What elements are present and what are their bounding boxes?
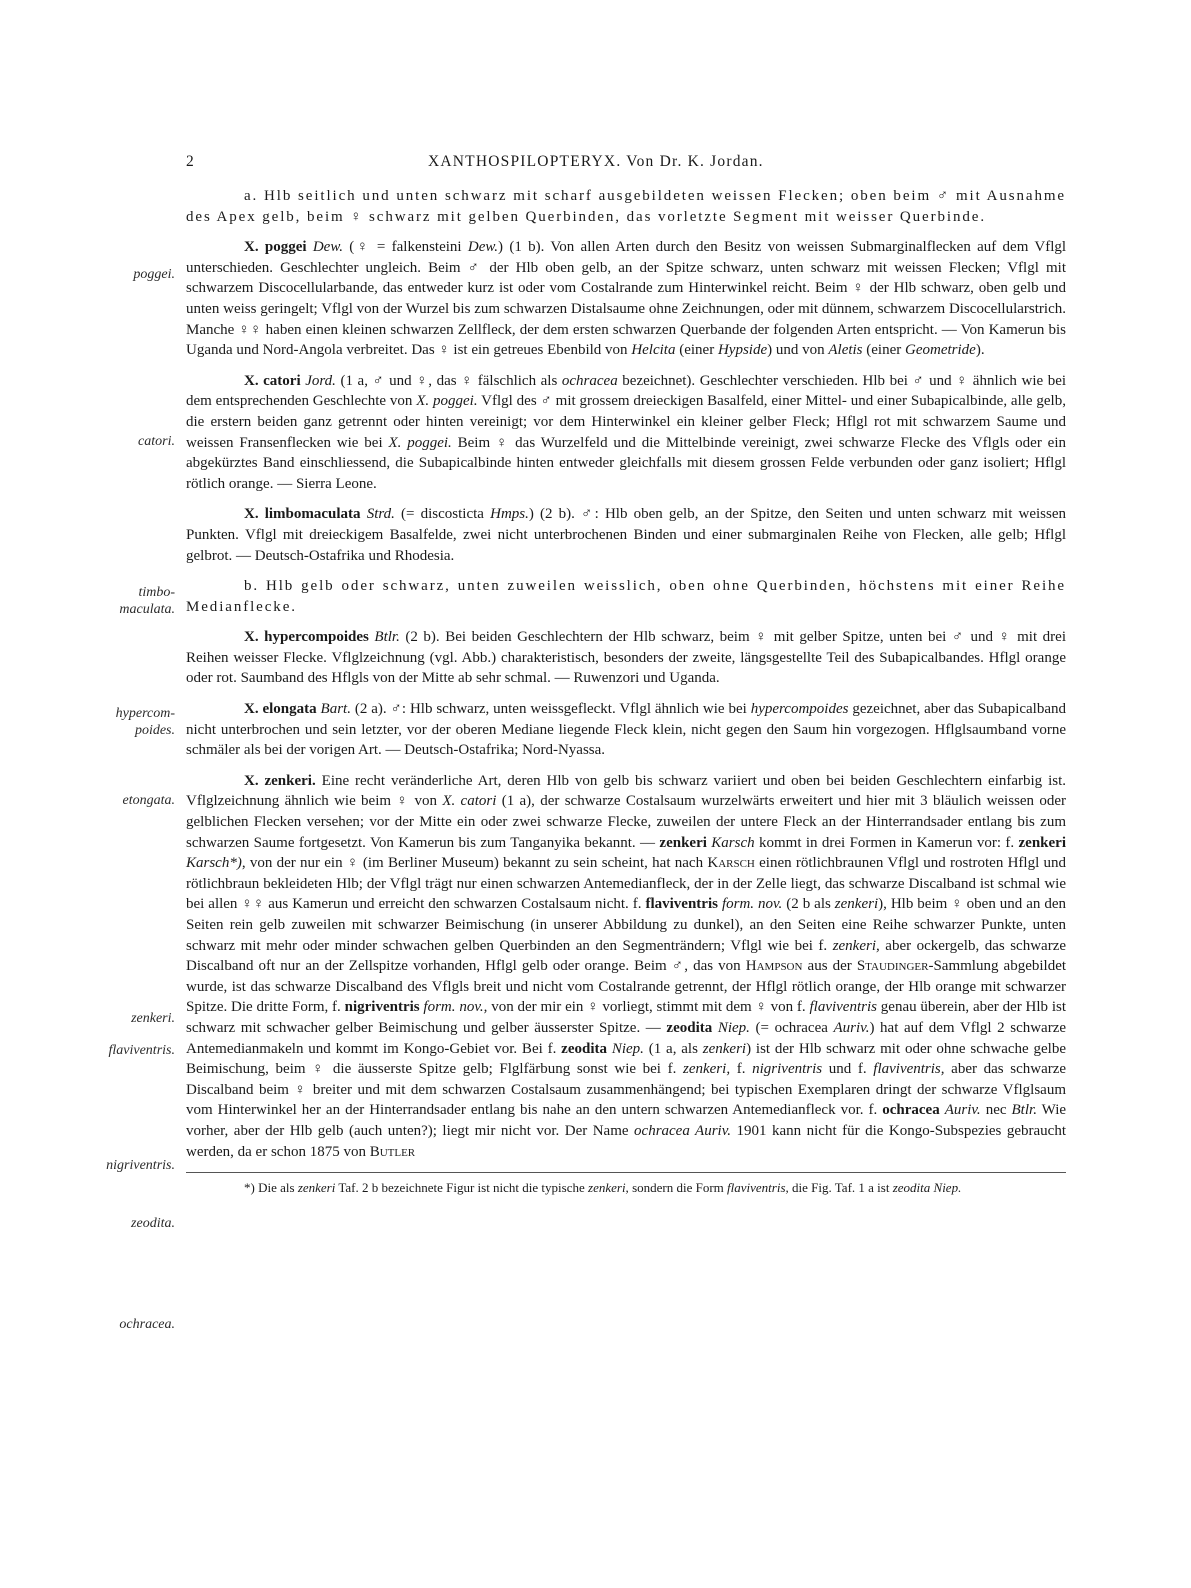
text: Von allen Arten durch den Besitz von weissen Submarginalflecken auf dem Vflgl unterschieden. Geschlechter ungleich. Beim ♂ der Hlb oben gelb, an der Spitze schwarz, unten schwarz mit weissen Flecken; Vflgl mit schwarzem Discocellularbande, das entweder kurz ist oder vom Costalrande zum Hinterwinkel reicht. Beim ♀ der Hlb schwarz, oben gelb und unten weiss geringelt; Vflgl von der Wurzel bis zum schwarzen Distalsaume ohne Zeichnungen, oder mit dünnem, schwarzem Discocellularstrich. Manche ♀♀ haben einen kleinen schwarzen Zellfleck, der dem ersten schwarzen Querbande der folgenden Arten entspricht. — Von Kamerun bis Uganda und Nord-Angola verbreitet. Das ♀ ist ein getreues Ebenbild von [186,239,1067,359]
taxon: flaviventris, [727,1180,789,1196]
margin-label-zeodita: zeodita. [131,1216,175,1231]
author: Dew. [467,239,499,256]
author: Strd. [366,506,395,523]
form-name: zenkeri [659,834,707,851]
species-entry-catori [186,371,1066,495]
species-name: X. poggei [244,239,307,256]
taxon: zeodita Niep. [892,1180,962,1196]
taxon: Hypside [717,342,768,359]
text: -Sammlung abgebildet wurde, ist das schwarze Discalband des Vflgls breit und nicht vom Costalrande getrennt, der Hflgl rötlich orange, der Hlb orange mit schwarzer Spitze. Die dritte Form, f. [186,958,1067,1016]
text: Beim ♀ das Wurzelfeld und die Mittelbinde vereinigt, zwei schwarze Flecke des Vflgls oder ein abgekürztes Band einschliessend, die Subapicalbinde hinten entweder gleichfalls mit diesem grossen Felde verbunden oder ganz isoliert; Hflgl rötlich orange. — Sierra Leone. [186,434,1066,492]
form-name: ochracea [882,1102,940,1119]
text: (2 b als [786,896,831,913]
margin-label-flaviventris: flaviventris. [108,1043,175,1058]
form-name: zeodita [561,1040,607,1057]
margin-label-ochracea: ochracea. [119,1317,175,1332]
text: (2 b). Bei beiden Geschlechtern der Hlb schwarz, beim ♀ mit gelber Spitze, unten bei ♂ und ♀ mit drei Reihen weisser Flecke. Vflglzeichnung (vgl. Abb.) charakteristisch, besonders der zweite, längsgestellte Teil des Subapicalbandes. Hflgl orange oder rot. Saumband des Hflgls von der Mitte ab sehr schmal. — Ruwenzori und Uganda. [186,629,1066,687]
taxon: zenkeri, [832,937,880,954]
taxon: zenkeri [297,1180,336,1196]
text: nec [985,1102,1007,1119]
author-name: Staudinger [856,958,929,975]
text: aus der [807,958,852,975]
taxon: X. catori [442,793,497,810]
author: Auriv. [833,1019,870,1036]
species-entry-limbomaculata [186,504,1066,566]
margin-label-hypercompoides: hypercom- poides. [115,706,175,738]
author: Jord. [305,372,336,389]
taxon: Geometride [905,342,976,359]
main-text [186,186,1066,1197]
species-entry-elongata [186,699,1066,761]
text: (einer [679,342,715,359]
author: Auriv. [944,1102,981,1119]
taxon: zenkeri [702,1040,747,1057]
taxon: ochracea [561,372,618,389]
text: genau überein, aber der Hlb ist schwarz mit schwacher gelber Beimischung und gelber äusserster Spitze. — [186,999,1067,1036]
form-name: zeodita [666,1019,713,1036]
text: kommt in drei Formen in Kamerun vor: f. [758,834,1015,851]
page-number: 2 [186,153,194,170]
text: ) (2 b). ♂: Hlb oben gelb, an der Spitze, den Seiten und unten schwarz mit weissen Punkten. Vflgl mit dreieckigem Basalfelde, zwei nicht unterbrochenen Binden und einer submarginalen Reihe von Flecken, alle gelb; Hflgl gelbrot. — Deutsch-Ostafrika und Rhodesia. [186,506,1067,564]
margin-label-zenkeri: zenkeri. [131,1011,175,1026]
author: Karsch [711,834,755,851]
author: Btlr. [374,629,400,646]
species-entry-hypercompoides [186,627,1066,689]
key-section-a: a. Hlb seitlich und unten schwarz mit scharf ausgebildeten weissen Flecken; oben beim ♂ mit Ausnahme des Apex gelb, beim ♀ schwarz mit gelben Querbinden, das vorletzte Segment mit weisser Querbinde. [186,188,1066,225]
form-name: zenkeri [1018,834,1066,851]
species-entry-poggei [186,237,1066,361]
text: die Fig. Taf. 1 a ist [792,1180,890,1196]
taxon: nigriventris [752,1061,823,1078]
text: , von der nur ein ♀ (im Berliner Museum) bekannt zu sein scheint, hat nach [241,855,704,872]
author: Niep. [611,1040,644,1057]
margin-label-elongata: etongata. [122,793,175,808]
margin-label-limbomaculata: timbo- maculata. [119,585,175,617]
text: ). [975,342,985,359]
footnote-mark: *) [244,1180,255,1196]
text: 1901 kann nicht für die Kongo-Subspezies gebraucht werden, da er schon 1875 von [186,1122,1066,1160]
species-name: X. elongata [244,701,317,718]
text: (2 a). ♂: Hlb schwarz, unten weissgefleckt. Vflgl ähnlich wie bei [354,701,747,718]
taxon: X. poggei. [388,434,452,451]
author-name: Hampson [745,958,803,975]
taxon: Aletis [828,342,863,359]
text: einen rötlichbraunen Vflgl und rostroten Hflgl und rötlichbraun bekleideten Hlb; der Vflgl trägt nur einen schwarzen Antemedianfleck, der in der Zelle liegt, das schwarze Discalband ist schmal wie bei allen ♀♀ aus Kamerun und erreicht den schwarzen Costalsaum nicht. f. [186,855,1067,913]
text: (♀ = falkensteini [349,239,462,256]
margin-label-catori: catori. [138,434,175,449]
text: aber das schwarze Discalband beim ♀ breiter und mit dem schwarzen Costalsaum zusammenhängend; bei typischen Exemplaren dringt der schwarze Vflglsaum vom Hinterwinkel her an der Hinterrandsader entlang bis nahe an den untern schwarzen Antemedianfleck vor. f. [186,1061,1067,1119]
form-status: form. nov., [423,999,488,1016]
species-name: X. limbomaculata [244,506,361,523]
author: Dew. [312,239,343,256]
taxon: zenkeri, [683,1061,731,1078]
text: f. [736,1061,746,1078]
text: (einer [866,342,902,359]
taxon: flaviventris [809,999,877,1016]
author: Hmps. [490,506,529,523]
author-name: Karsch [707,855,755,872]
text: (1 a), der schwarze Costalsaum wurzelwärts erweitert und hier mit 3 bläulich weissen oder gelblichen Flecken versehen; vor der Mitte ein oder zwei schwarze Flecke, zuweilen der untere Fleck an der Hinterrandsader entlang bis zum schwarzen Saume fortgesetzt. Von Kamerun bis zum Tanganyika bekannt. — [186,793,1067,851]
text: (= ochracea [755,1019,828,1036]
text: (1 a, als [648,1040,698,1057]
text: ), Hlb beim ♀ oben und an den Seiten rein gelb zuweilen mit schwarzer Beimischung (in unserer Abbildung zu dunkel), an den Seiten eine Reihe schwarzer Punkte, unten schwarz mit mehr oder minder schwachen gelben Querbinden an den Segmenträndern; Vflgl wie bei f. [186,896,1067,954]
author: Btlr. [1011,1102,1037,1119]
text: Vflgl des ♂ mit grossem dreieckigen Basalfeld, einer Mittel- und einer Subapicalbinde, alle gelb, die erstern beiden ganz getrennt oder hinten vereinigt; vor dem Hinterwinkel ein kleiner gelber Fleck; Hflgl rot mit schwarzem Saume und weissen Fransenflecken wie bei [186,393,1066,451]
author: Karsch*) [186,855,242,872]
margin-label-nigriventris: nigriventris. [106,1158,175,1173]
species-name: X. hypercompoides [244,629,369,646]
margin-label-poggei: poggei. [133,267,175,282]
species-entry-zenkeri [186,771,1066,1162]
text: und f. [828,1061,867,1078]
text: (= discosticta [401,506,484,523]
text: ) hat auf dem Vflgl 2 schwarze Antemedianmakeln und kommt im Kongo-Gebiet vor. Bei f. [186,1019,1067,1057]
text: aber ockergelb, das schwarze Discalband oft nur an der Zellspitze vorhanden, Hflgl gelb oder orange. Beim ♂, das von [186,937,1067,975]
taxon: flaviventris, [873,1061,945,1078]
taxon: zenkeri, [588,1180,629,1196]
text: gezeichnet, aber das Subapicalband nicht unterbrochen und sein letzter, vor der oberen Mediane liegende Fleck klein, nicht gegen den Saum hin vorgezogen. Hflglsaumband vorne schmäler als bei der vorigen Art. — Deutsch-Ostafrika; Nord-Nyassa. [186,701,1066,759]
text: ) ist der Hlb schwarz mit oder ohne schwache gelbe Beimischung, beim ♀ die äusserste Spitze gelb; Flglfärbung sonst wie bei f. [186,1040,1067,1078]
text: von der mir ein ♀ vorliegt, stimmt mit dem ♀ von f. [491,999,806,1016]
form-name: flaviventris [645,896,718,913]
taxon: zenkeri [834,896,879,913]
author-name: Butler [369,1143,416,1160]
author: Bart. [320,701,351,718]
taxon: X. poggei. [416,393,478,410]
text: Die als [258,1180,295,1196]
taxon: Helcita [631,342,676,359]
species-name: X. catori [244,372,301,389]
text: sondern die Form [632,1180,724,1196]
text: ) (1 b). [498,239,545,256]
text: (1 a, ♂ und ♀, das ♀ fälschlich als [340,372,558,389]
text: ) und von [767,342,825,359]
taxon: ochracea Auriv. [634,1122,732,1139]
page-header [186,150,1066,174]
text: bezeichnet). Geschlechter verschieden. Hlb bei ♂ und ♀ ähnlich wie bei dem entsprechenden Geschlechte von [186,372,1067,410]
form-name: nigriventris [344,999,420,1016]
text: Taf. 2 b bezeichnete Figur ist nicht die typische [338,1180,585,1196]
running-title: XANTHOSPILOPTERYX. Von Dr. K. Jordan. [428,153,764,170]
taxon: hypercompoides [750,701,849,718]
text: Wie vorher, aber der Hlb gelb (auch unten?); liegt mir nicht vor. Der Name [186,1102,1067,1139]
footnote [186,1172,1066,1197]
author: Niep. [717,1019,750,1036]
form-status: form. nov. [721,896,783,913]
text: Eine recht veränderliche Art, deren Hlb von gelb bis schwarz variiert und oben bei beiden Geschlechtern einfarbig ist. Vflglzeichnung ähnlich wie beim ♀ von [186,772,1067,810]
species-name: X. zenkeri. [244,772,316,789]
key-section-b: b. Hlb gelb oder schwarz, unten zuweilen weisslich, oben ohne Querbinden, höchstens mit einer Reihe Medianflecke. [186,578,1066,615]
